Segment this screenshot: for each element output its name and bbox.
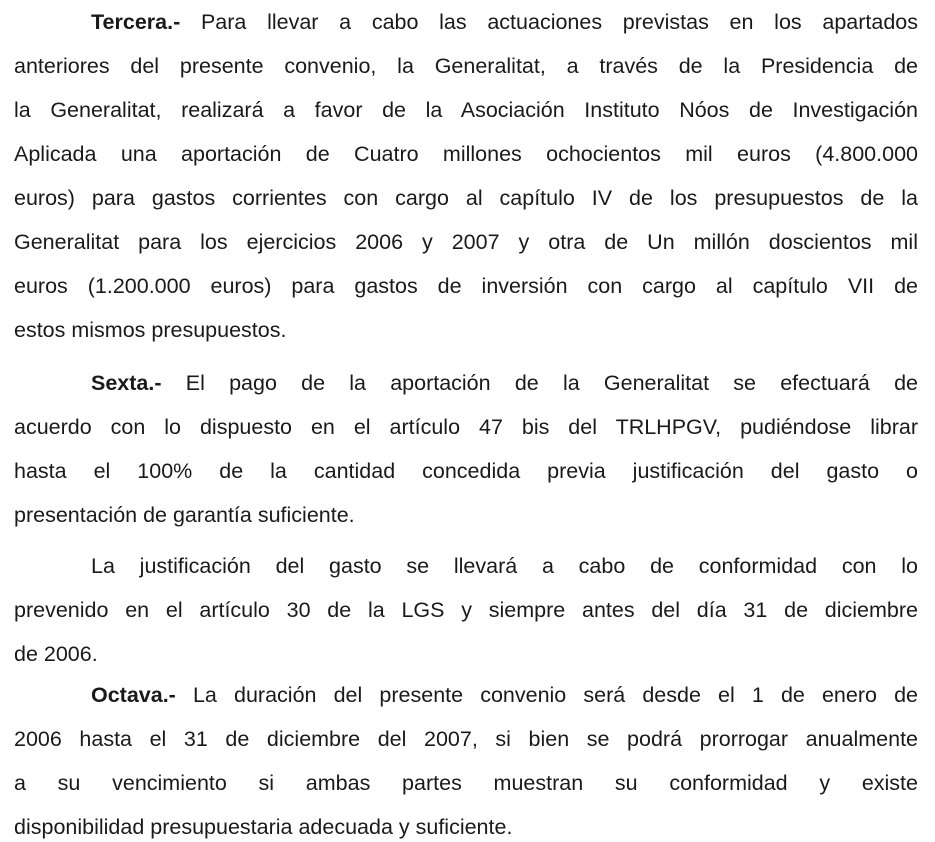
paragraph-justificacion: [14, 544, 918, 676]
clause-line: a su vencimiento si ambas partes muestran su conformidad y existe: [14, 771, 918, 795]
clause-octava: [14, 673, 918, 842]
clause-line: [14, 673, 918, 717]
clause-line: prevenido en el artículo 30 de la LGS y siempre antes del día 31 de diciembre: [14, 598, 918, 622]
clause-line: hasta el 100% de la cantidad concedida previa justificación del gasto o: [14, 459, 918, 483]
clause-heading: Octava.-: [91, 683, 176, 707]
clause-line: anteriores del presente convenio, la Generalitat, a través de la Presidencia de: [14, 54, 918, 78]
clause-line: 2006 hasta el 31 de diciembre del 2007, si bien se podrá prorrogar anualmente: [14, 727, 918, 751]
clause-line: de 2006.: [14, 642, 98, 666]
clause-line: acuerdo con lo dispuesto en el artículo 47 bis del TRLHPGV, pudiéndose librar: [14, 415, 918, 439]
clause-tercera: [14, 0, 918, 352]
clause-line: disponibilidad presupuestaria adecuada y suficiente.: [14, 815, 513, 839]
clause-text: El pago de la aportación de la Generalitat se efectuará de: [161, 371, 918, 395]
clause-line: La justificación del gasto se llevará a cabo de conformidad con lo: [91, 554, 918, 578]
clause-line: la Generalitat, realizará a favor de la Asociación Instituto Nóos de Investigación: [14, 98, 918, 122]
clause-text: Para llevar a cabo las actuaciones previstas en los apartados: [180, 10, 918, 34]
clause-line: euros) para gastos corrientes con cargo al capítulo IV de los presupuestos de la: [14, 186, 918, 210]
clause-line: euros (1.200.000 euros) para gastos de inversión con cargo al capítulo VII de: [14, 274, 918, 298]
clause-line: estos mismos presupuestos.: [14, 318, 287, 342]
clause-line: [14, 0, 918, 44]
clause-line: presentación de garantía suficiente.: [14, 503, 355, 527]
clause-text: La duración del presente convenio será desde el 1 de enero de: [175, 683, 918, 707]
clause-line: [14, 361, 918, 405]
clause-line: Aplicada una aportación de Cuatro millones ochocientos mil euros (4.800.000: [14, 142, 918, 166]
clause-heading: Tercera.-: [91, 10, 181, 34]
clause-heading: Sexta.-: [91, 371, 162, 395]
clause-line: Generalitat para los ejercicios 2006 y 2007 y otra de Un millón doscientos mil: [14, 230, 918, 254]
clause-sexta: [14, 361, 918, 537]
